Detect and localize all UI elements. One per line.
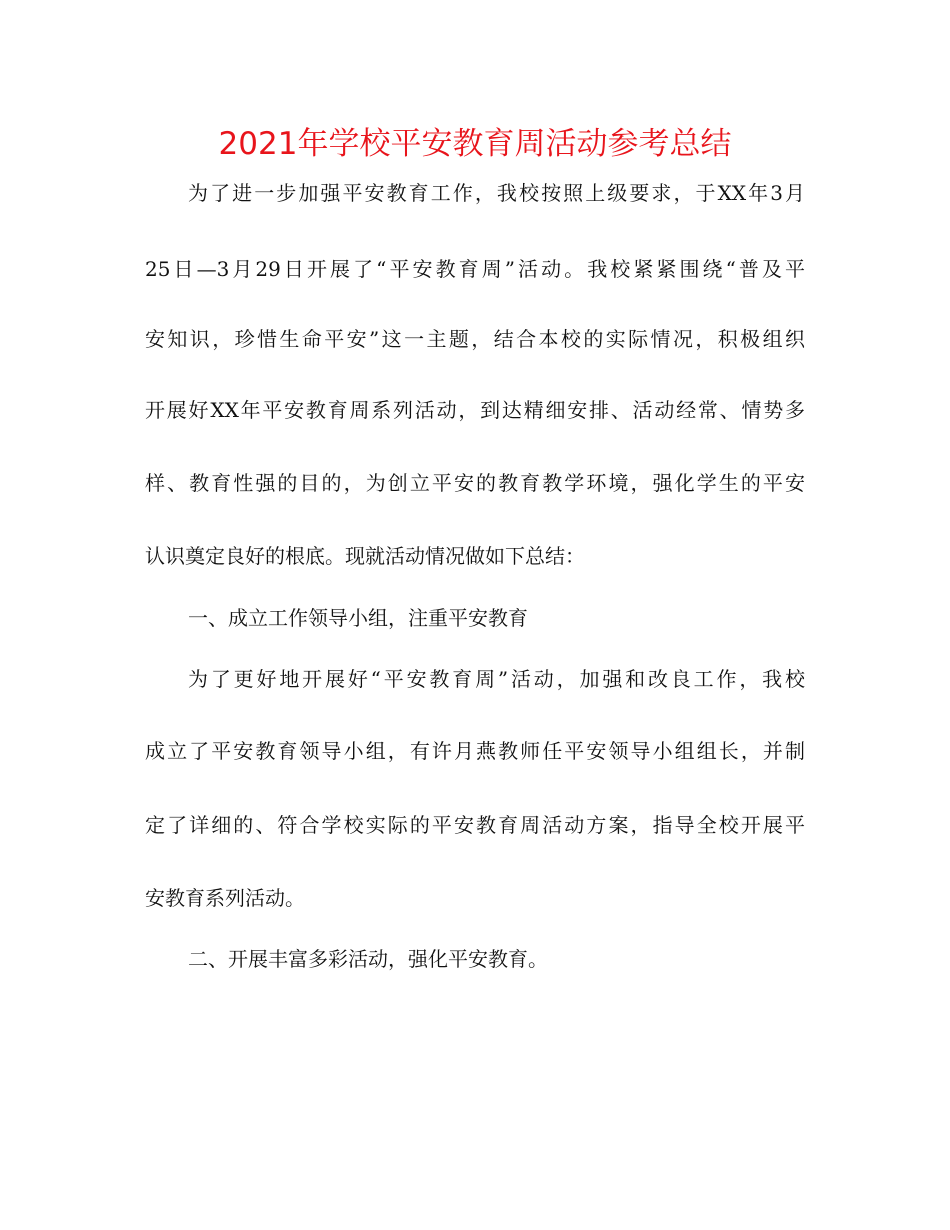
section-heading-1: 一、成立工作领导小组，注重平安教育: [188, 606, 528, 630]
paragraph-2-line-3: 定了详细的、符合学校实际的平安教育周活动方案，指导全校开展平: [145, 813, 805, 837]
paragraph-1-line-3: 安知识，珍惜生命平安”这一主题，结合本校的实际情况，积极组织: [145, 327, 805, 351]
paragraph-2-line-2: 成立了平安教育领导小组，有许月燕教师任平安领导小组组长，并制: [145, 739, 805, 763]
paragraph-1-line-4: 开展好XX年平安教育周系列活动，到达精细安排、活动经常、情势多: [145, 398, 805, 422]
section-heading-2: 二、开展丰富多彩活动，强化平安教育。: [188, 947, 548, 971]
paragraph-1-line-6: 认识奠定良好的根底。现就活动情况做如下总结：: [145, 544, 585, 568]
paragraph-1-line-1: 为了进一步加强平安教育工作，我校按照上级要求，于XX年3月: [188, 181, 805, 205]
paragraph-1-line-2: 25日—3月29日开展了“平安教育周”活动。我校紧紧围绕“普及平: [145, 257, 805, 281]
document-title: 2021年学校平安教育周活动参考总结: [218, 126, 732, 162]
paragraph-1-line-5: 样、教育性强的目的，为创立平安的教育教学环境，强化学生的平安: [145, 471, 805, 495]
paragraph-2-line-4: 安教育系列活动。: [145, 886, 305, 910]
paragraph-2-line-1: 为了更好地开展好“平安教育周”活动，加强和改良工作，我校: [188, 667, 805, 691]
